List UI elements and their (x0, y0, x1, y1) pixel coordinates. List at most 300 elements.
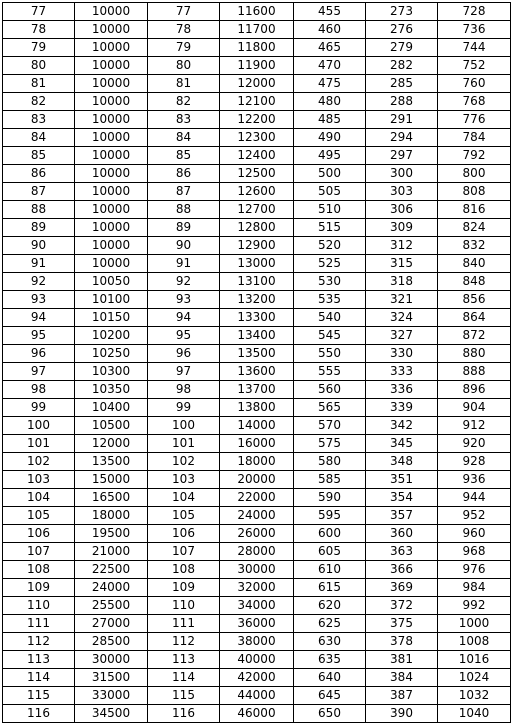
table-cell: 515 (294, 219, 366, 237)
table-cell: 108 (148, 561, 220, 579)
table-cell: 103 (3, 471, 75, 489)
table-cell: 13100 (220, 273, 294, 291)
table-row (3, 489, 511, 507)
table-cell: 339 (366, 399, 438, 417)
table-row (3, 183, 511, 201)
table-cell: 11600 (220, 3, 294, 21)
table-cell: 113 (148, 651, 220, 669)
table-cell: 832 (438, 237, 511, 255)
table-cell: 1008 (438, 633, 511, 651)
table-cell: 10000 (75, 93, 148, 111)
table-cell: 99 (148, 399, 220, 417)
table-row (3, 579, 511, 597)
table-cell: 10000 (75, 111, 148, 129)
table-cell: 12800 (220, 219, 294, 237)
table-cell: 357 (366, 507, 438, 525)
table-cell: 34000 (220, 597, 294, 615)
table-cell: 824 (438, 219, 511, 237)
table-row (3, 93, 511, 111)
table-cell: 24000 (75, 579, 148, 597)
table-row (3, 381, 511, 399)
table-cell: 645 (294, 687, 366, 705)
table-cell: 792 (438, 147, 511, 165)
table-cell: 44000 (220, 687, 294, 705)
table-cell: 510 (294, 201, 366, 219)
table-cell: 12400 (220, 147, 294, 165)
table-cell: 360 (366, 525, 438, 543)
table-cell: 1016 (438, 651, 511, 669)
table-cell: 84 (148, 129, 220, 147)
table-row (3, 399, 511, 417)
table-row (3, 543, 511, 561)
table-cell: 10400 (75, 399, 148, 417)
table-cell: 12600 (220, 183, 294, 201)
table-cell: 384 (366, 669, 438, 687)
table-cell: 12700 (220, 201, 294, 219)
table-cell: 99 (3, 399, 75, 417)
table-cell: 18000 (75, 507, 148, 525)
table-cell: 13000 (220, 255, 294, 273)
table-row (3, 327, 511, 345)
table-cell: 10000 (75, 165, 148, 183)
table-cell: 81 (3, 75, 75, 93)
table-row (3, 633, 511, 651)
table-cell: 387 (366, 687, 438, 705)
table-cell: 736 (438, 21, 511, 39)
table-cell: 318 (366, 273, 438, 291)
table-cell: 89 (3, 219, 75, 237)
table-cell: 760 (438, 75, 511, 93)
table-cell: 856 (438, 291, 511, 309)
table-cell: 1024 (438, 669, 511, 687)
table-row (3, 705, 511, 723)
table-row (3, 363, 511, 381)
table-cell: 92 (3, 273, 75, 291)
table-cell: 109 (148, 579, 220, 597)
table-cell: 13700 (220, 381, 294, 399)
table-cell: 116 (148, 705, 220, 723)
table-cell: 944 (438, 489, 511, 507)
table-cell: 752 (438, 57, 511, 75)
table-cell: 390 (366, 705, 438, 723)
table-cell: 113 (3, 651, 75, 669)
table-cell: 114 (3, 669, 75, 687)
table-cell: 31500 (75, 669, 148, 687)
table-cell: 28000 (220, 543, 294, 561)
table-cell: 575 (294, 435, 366, 453)
table-cell: 505 (294, 183, 366, 201)
table-cell: 315 (366, 255, 438, 273)
table-cell: 630 (294, 633, 366, 651)
table-cell: 110 (3, 597, 75, 615)
table-cell: 330 (366, 345, 438, 363)
table-cell: 93 (148, 291, 220, 309)
table-cell: 10000 (75, 57, 148, 75)
table-row (3, 201, 511, 219)
table-row (3, 147, 511, 165)
table-cell: 106 (3, 525, 75, 543)
table-cell: 32000 (220, 579, 294, 597)
table-cell: 605 (294, 543, 366, 561)
table-cell: 928 (438, 453, 511, 471)
table-cell: 102 (148, 453, 220, 471)
table-cell: 10000 (75, 129, 148, 147)
table-cell: 87 (148, 183, 220, 201)
table-cell: 78 (148, 21, 220, 39)
table-row (3, 615, 511, 633)
table-cell: 309 (366, 219, 438, 237)
table-cell: 550 (294, 345, 366, 363)
table-cell: 12900 (220, 237, 294, 255)
table-cell: 100 (148, 417, 220, 435)
table-cell: 87 (3, 183, 75, 201)
table-cell: 968 (438, 543, 511, 561)
table-cell: 84 (3, 129, 75, 147)
table-cell: 744 (438, 39, 511, 57)
table-cell: 34500 (75, 705, 148, 723)
table-cell: 960 (438, 525, 511, 543)
table-cell: 10000 (75, 255, 148, 273)
table-cell: 375 (366, 615, 438, 633)
table-cell: 104 (3, 489, 75, 507)
table-row (3, 651, 511, 669)
table-cell: 82 (148, 93, 220, 111)
table-cell: 303 (366, 183, 438, 201)
table-cell: 776 (438, 111, 511, 129)
table-cell: 10000 (75, 39, 148, 57)
table-cell: 500 (294, 165, 366, 183)
table-cell: 24000 (220, 507, 294, 525)
table-cell: 96 (148, 345, 220, 363)
table-cell: 42000 (220, 669, 294, 687)
table-row (3, 75, 511, 93)
table-cell: 530 (294, 273, 366, 291)
table-cell: 366 (366, 561, 438, 579)
table-row (3, 39, 511, 57)
table-cell: 324 (366, 309, 438, 327)
table-cell: 19500 (75, 525, 148, 543)
table-row (3, 507, 511, 525)
table-cell: 114 (148, 669, 220, 687)
table-cell: 336 (366, 381, 438, 399)
table-cell: 22500 (75, 561, 148, 579)
table-cell: 88 (3, 201, 75, 219)
table-cell: 10000 (75, 21, 148, 39)
table-cell: 81 (148, 75, 220, 93)
table-cell: 25500 (75, 597, 148, 615)
table-cell: 112 (3, 633, 75, 651)
table-cell: 640 (294, 669, 366, 687)
table-cell: 279 (366, 39, 438, 57)
table-cell: 369 (366, 579, 438, 597)
table-cell: 615 (294, 579, 366, 597)
table-cell: 13800 (220, 399, 294, 417)
table-row (3, 417, 511, 435)
table-cell: 12100 (220, 93, 294, 111)
table-cell: 590 (294, 489, 366, 507)
table-cell: 100 (3, 417, 75, 435)
table-cell: 92 (148, 273, 220, 291)
table-row (3, 345, 511, 363)
table-cell: 520 (294, 237, 366, 255)
table-cell: 372 (366, 597, 438, 615)
table-cell: 85 (148, 147, 220, 165)
table-cell: 111 (148, 615, 220, 633)
table-cell: 18000 (220, 453, 294, 471)
table-cell: 306 (366, 201, 438, 219)
table-cell: 348 (366, 453, 438, 471)
table-cell: 378 (366, 633, 438, 651)
table-cell: 79 (148, 39, 220, 57)
table-cell: 16000 (220, 435, 294, 453)
table-cell: 351 (366, 471, 438, 489)
table-cell: 490 (294, 129, 366, 147)
table-cell: 103 (148, 471, 220, 489)
table-row (3, 669, 511, 687)
table-cell: 78 (3, 21, 75, 39)
table-row (3, 435, 511, 453)
table-row (3, 111, 511, 129)
table-cell: 580 (294, 453, 366, 471)
table-cell: 872 (438, 327, 511, 345)
table-cell: 80 (3, 57, 75, 75)
table-cell: 816 (438, 201, 511, 219)
table-cell: 27000 (75, 615, 148, 633)
table-cell: 864 (438, 309, 511, 327)
table-cell: 89 (148, 219, 220, 237)
table-cell: 10100 (75, 291, 148, 309)
table-cell: 294 (366, 129, 438, 147)
table-cell: 11700 (220, 21, 294, 39)
table-cell: 36000 (220, 615, 294, 633)
table-cell: 104 (148, 489, 220, 507)
table-cell: 91 (148, 255, 220, 273)
table-cell: 94 (148, 309, 220, 327)
table-cell: 105 (148, 507, 220, 525)
table-row (3, 57, 511, 75)
table-cell: 800 (438, 165, 511, 183)
table-cell: 21000 (75, 543, 148, 561)
table-cell: 976 (438, 561, 511, 579)
table-cell: 555 (294, 363, 366, 381)
table-cell: 10000 (75, 3, 148, 21)
table-cell: 98 (148, 381, 220, 399)
table-row (3, 255, 511, 273)
table-cell: 896 (438, 381, 511, 399)
table-cell: 115 (148, 687, 220, 705)
table-cell: 77 (3, 3, 75, 21)
table-cell: 90 (148, 237, 220, 255)
table-cell: 10200 (75, 327, 148, 345)
table-cell: 273 (366, 3, 438, 21)
table-cell: 106 (148, 525, 220, 543)
table-cell: 12200 (220, 111, 294, 129)
table-cell: 560 (294, 381, 366, 399)
table-cell: 80 (148, 57, 220, 75)
table-cell: 10250 (75, 345, 148, 363)
table-cell: 297 (366, 147, 438, 165)
table-row (3, 471, 511, 489)
table-cell: 86 (3, 165, 75, 183)
table-cell: 26000 (220, 525, 294, 543)
table-cell: 342 (366, 417, 438, 435)
table-cell: 101 (148, 435, 220, 453)
table-cell: 1000 (438, 615, 511, 633)
table-cell: 109 (3, 579, 75, 597)
table-cell: 20000 (220, 471, 294, 489)
table-cell: 28500 (75, 633, 148, 651)
table-cell: 46000 (220, 705, 294, 723)
table-body (3, 3, 511, 723)
table-row (3, 21, 511, 39)
table-cell: 11900 (220, 57, 294, 75)
table-cell: 85 (3, 147, 75, 165)
table-cell: 95 (148, 327, 220, 345)
table-cell: 936 (438, 471, 511, 489)
table-cell: 12000 (75, 435, 148, 453)
table-cell: 11800 (220, 39, 294, 57)
table-cell: 650 (294, 705, 366, 723)
table-cell: 98 (3, 381, 75, 399)
table-cell: 625 (294, 615, 366, 633)
level-data-table (2, 2, 511, 723)
table-cell: 88 (148, 201, 220, 219)
table-cell: 475 (294, 75, 366, 93)
table-row (3, 237, 511, 255)
table-cell: 101 (3, 435, 75, 453)
table-row (3, 309, 511, 327)
table-cell: 728 (438, 3, 511, 21)
table-cell: 525 (294, 255, 366, 273)
table-row (3, 219, 511, 237)
table-cell: 13500 (75, 453, 148, 471)
table-cell: 10000 (75, 75, 148, 93)
table-cell: 984 (438, 579, 511, 597)
table-cell: 38000 (220, 633, 294, 651)
table-cell: 116 (3, 705, 75, 723)
table-cell: 110 (148, 597, 220, 615)
table-cell: 33000 (75, 687, 148, 705)
table-cell: 288 (366, 93, 438, 111)
table-cell: 920 (438, 435, 511, 453)
table-cell: 495 (294, 147, 366, 165)
table-cell: 112 (148, 633, 220, 651)
table-cell: 1032 (438, 687, 511, 705)
table-cell: 312 (366, 237, 438, 255)
table-cell: 282 (366, 57, 438, 75)
table-row (3, 273, 511, 291)
table-cell: 115 (3, 687, 75, 705)
table-cell: 888 (438, 363, 511, 381)
table-cell: 480 (294, 93, 366, 111)
table-row (3, 687, 511, 705)
table-cell: 86 (148, 165, 220, 183)
table-cell: 333 (366, 363, 438, 381)
table-cell: 1040 (438, 705, 511, 723)
table-cell: 13600 (220, 363, 294, 381)
table-row (3, 525, 511, 543)
table-cell: 585 (294, 471, 366, 489)
table-cell: 22000 (220, 489, 294, 507)
table-cell: 14000 (220, 417, 294, 435)
table-cell: 595 (294, 507, 366, 525)
table-cell: 16500 (75, 489, 148, 507)
table-cell: 83 (148, 111, 220, 129)
table-cell: 300 (366, 165, 438, 183)
table-row (3, 129, 511, 147)
table-cell: 15000 (75, 471, 148, 489)
table-cell: 77 (148, 3, 220, 21)
table-cell: 610 (294, 561, 366, 579)
table-cell: 13400 (220, 327, 294, 345)
table-cell: 880 (438, 345, 511, 363)
table-row (3, 597, 511, 615)
table-cell: 570 (294, 417, 366, 435)
table-cell: 540 (294, 309, 366, 327)
table-cell: 354 (366, 489, 438, 507)
table-cell: 848 (438, 273, 511, 291)
table-cell: 79 (3, 39, 75, 57)
table-cell: 10000 (75, 237, 148, 255)
table-cell: 912 (438, 417, 511, 435)
table-cell: 107 (3, 543, 75, 561)
table-cell: 30000 (75, 651, 148, 669)
table-cell: 97 (3, 363, 75, 381)
table-cell: 784 (438, 129, 511, 147)
table-cell: 10150 (75, 309, 148, 327)
table-cell: 107 (148, 543, 220, 561)
table-cell: 381 (366, 651, 438, 669)
table-cell: 992 (438, 597, 511, 615)
table-cell: 105 (3, 507, 75, 525)
table-cell: 12500 (220, 165, 294, 183)
table-cell: 620 (294, 597, 366, 615)
table-row (3, 453, 511, 471)
table-cell: 83 (3, 111, 75, 129)
table-cell: 327 (366, 327, 438, 345)
table-cell: 13200 (220, 291, 294, 309)
table-cell: 82 (3, 93, 75, 111)
table-cell: 808 (438, 183, 511, 201)
table-cell: 904 (438, 399, 511, 417)
table-row (3, 3, 511, 21)
table-cell: 535 (294, 291, 366, 309)
table-cell: 345 (366, 435, 438, 453)
table-cell: 600 (294, 525, 366, 543)
table-cell: 276 (366, 21, 438, 39)
table-cell: 10350 (75, 381, 148, 399)
table-cell: 465 (294, 39, 366, 57)
table-cell: 91 (3, 255, 75, 273)
table-cell: 40000 (220, 651, 294, 669)
table-cell: 10050 (75, 273, 148, 291)
table-cell: 10000 (75, 219, 148, 237)
table-cell: 10000 (75, 183, 148, 201)
table-cell: 455 (294, 3, 366, 21)
table-cell: 96 (3, 345, 75, 363)
table-cell: 840 (438, 255, 511, 273)
table-cell: 635 (294, 651, 366, 669)
table-cell: 10300 (75, 363, 148, 381)
table-cell: 111 (3, 615, 75, 633)
table-cell: 10000 (75, 201, 148, 219)
table-cell: 13300 (220, 309, 294, 327)
table-cell: 321 (366, 291, 438, 309)
table-cell: 10000 (75, 147, 148, 165)
table-row (3, 165, 511, 183)
table-cell: 768 (438, 93, 511, 111)
table-cell: 12300 (220, 129, 294, 147)
